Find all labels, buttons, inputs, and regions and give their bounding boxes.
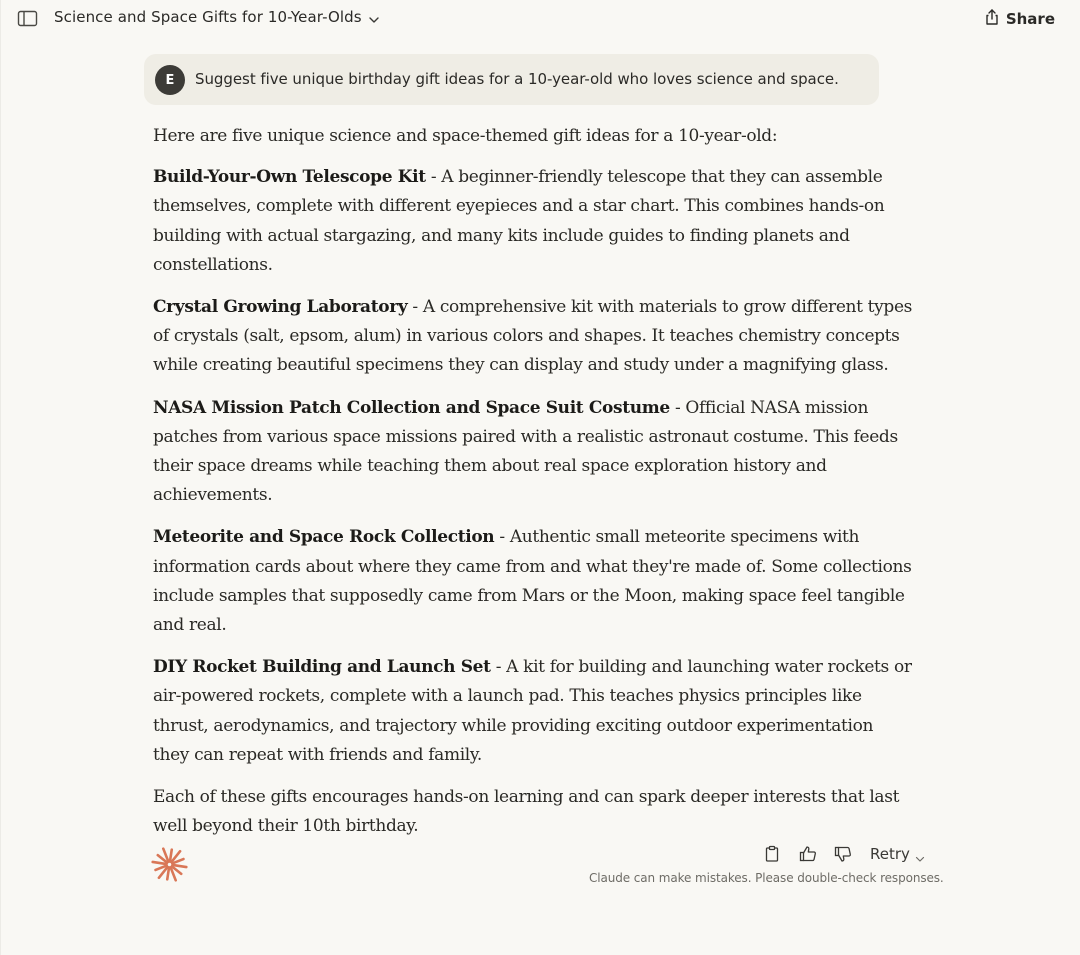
- user-message: [144, 54, 879, 105]
- sidebar-toggle-icon[interactable]: [17, 9, 39, 29]
- share-button[interactable]: [984, 8, 1055, 30]
- claude-logo-icon: [151, 846, 188, 883]
- gift-item: [153, 523, 913, 640]
- gift-description: - Official NASA mission patches from various space missions paired with a realistic astronaut costume. This feeds their space dreams while teaching them about real space exploration history and achievements.: [153, 397, 898, 506]
- gift-item: [153, 653, 913, 770]
- retry-label: Retry: [870, 845, 910, 863]
- gift-title: NASA Mission Patch Collection and Space Suit Costume: [153, 397, 670, 418]
- gift-description: - A beginner-friendly telescope that they can assemble themselves, complete with different eyepieces and a star chart. This combines hands-on building with actual stargazing, and many kits include guides to finding planets and constellations.: [153, 167, 885, 275]
- gift-description: - Authentic small meteorite specimens with information cards about where they came from and what they're made of. Some collections include samples that supposedly came from Mars or the Moon, making space feel tangible and real.: [153, 527, 912, 636]
- chevron-down-icon: [368, 11, 380, 23]
- response-intro: Here are five unique science and space-themed gift ideas for a 10-year-old:: [153, 126, 778, 146]
- gift-item: [153, 163, 913, 280]
- top-bar: [1, 0, 1080, 38]
- retry-button[interactable]: [870, 845, 925, 863]
- gift-title: Build-Your-Own Telescope Kit: [153, 167, 426, 188]
- thumbs-down-icon[interactable]: [834, 845, 852, 863]
- gift-title: Meteorite and Space Rock Collection: [153, 527, 495, 548]
- gift-description: - A kit for building and launching water rockets or air-powered rockets, complete with a launch pad. This teaches physics principles like thrust, aerodynamics, and trajectory while providing exciting outdoor experimentation they can repeat with friends and family.: [153, 657, 912, 765]
- message-actions: [763, 843, 925, 865]
- user-avatar: E: [155, 65, 185, 95]
- response-closing: Each of these gifts encourages hands-on learning and can spark deeper interests that last well beyond their 10th birthday.: [153, 787, 900, 837]
- thumbs-up-icon[interactable]: [799, 845, 817, 863]
- copy-icon[interactable]: [763, 845, 781, 863]
- assistant-response: [153, 122, 913, 854]
- gift-item: [153, 394, 913, 511]
- conversation-title-button[interactable]: [54, 8, 380, 26]
- gift-title: DIY Rocket Building and Launch Set: [153, 657, 491, 678]
- gift-item: [153, 293, 913, 381]
- gift-title: Crystal Growing Laboratory: [153, 297, 408, 318]
- user-message-text: Suggest five unique birthday gift ideas for a 10-year-old who loves science and space.: [195, 70, 839, 88]
- disclaimer-text: Claude can make mistakes. Please double-check responses.: [589, 871, 944, 885]
- share-label: Share: [1005, 10, 1055, 28]
- gift-description: - A comprehensive kit with materials to grow different types of crystals (salt, epsom, alum) in various colors and shapes. It teaches chemistry concepts while creating beautiful specimens they can display and study under a magnifying glass.: [153, 297, 913, 376]
- chevron-down-icon: [915, 849, 925, 859]
- conversation-title: Science and Space Gifts for 10-Year-Olds: [54, 8, 362, 26]
- share-icon: [984, 8, 1000, 30]
